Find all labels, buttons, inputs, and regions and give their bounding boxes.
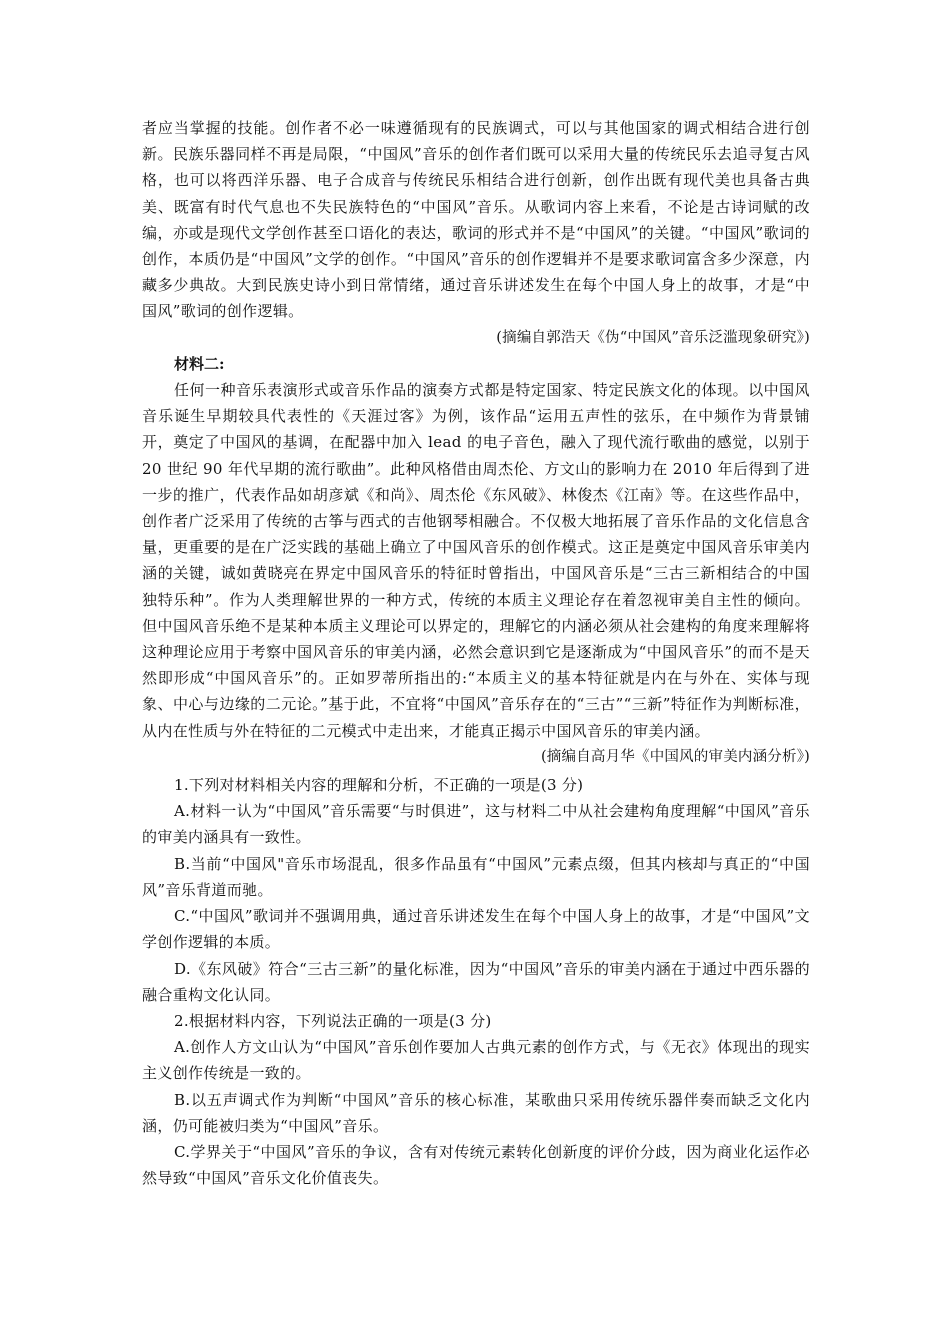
- question-one-option-d: D.《东风破》符合“三古三新”的量化标准，因为“中国风”音乐的审美内涵在于通过中西乐器的融合重构文化认同。: [142, 959, 810, 1004]
- material-two-source: (摘编自高月华《中国风的审美内涵分析》): [540, 748, 810, 765]
- material-one-paragraph: 者应当掌握的技能。创作者不必一味遵循现有的民族调式，可以与其他国家的调式相结合进行创新。民族乐器同样不再是局限，“中国风”音乐的创作者们既可以采用大量的传统民乐去追寻复古风格，也可以将西洋乐器、电子合成音与传统民乐相结合进行创新，创作出既有现代美也具备古典美、既富有时代气息也不失民族特色的“中国风”音乐。从歌词内容上来看，不论是古诗词赋的改编，亦或是现代文学创作甚至口语化的表达，歌词的形式并不是“中国风”的关键。“中国风”歌词的创作，本质仍是“中国风”文学的创作。“中国风”音乐的创作逻辑并不是要求歌词富含多少深意，内藏多少典故。大到民族史诗小到日常情绪，通过音乐讲述发生在每个中国人身上的故事，才是“中国风”歌词的创作逻辑。: [142, 119, 810, 321]
- material-two-heading: 材料二:: [174, 354, 225, 373]
- question-one-option-b: B.当前“中国风"音乐市场混乱，很多作品虽有“中国风”元素点缀，但其内核却与真正的“中国风”音乐背道而驰。: [142, 854, 810, 899]
- document-page: [142, 115, 810, 1191]
- question-two-option-c: C.学界关于“中国风”音乐的争议，含有对传统元素转化创新度的评价分歧，因为商业化运作必然导致“中国风”音乐文化价值丧失。: [142, 1142, 810, 1188]
- material-one-source: (摘编自郭浩天《伪“中国风”音乐泛滥现象研究》): [496, 329, 810, 346]
- material-two-paragraph: 任何一种音乐表演形式或音乐作品的演奏方式都是特定国家、特定民族文化的体现。以中国风音乐诞生早期较具代表性的《天涯过客》为例，该作品“运用五声性的弦乐，在中频作为背景铺开，奠定了中国风的基调，在配器中加入 lead 的电子音色，融入了现代流行歌曲的感觉，以别于 20 世纪 90 年代早期的流行歌曲”。此种风格借由周杰伦、方文山的影响力在 2010 年后得到了进一步的推广，代表作品如胡彦斌《和尚》、周杰伦《东风破》、林俊杰《江南》等。在这些作品中，创作者广泛采用了传统的古筝与西式的吉他钢琴相融合。不仅极大地拓展了音乐作品的文化信息含量，更重要的是在广泛实践的基础上确立了中国风音乐的创作模式。这正是奠定中国风音乐审美内涵的关键，诚如黄晓亮在界定中国风音乐的特征时曾指出，中国风音乐是“三古三新相结合的中国独特乐种”。作为人类理解世界的一种方式，传统的本质主义理论存在着忽视审美自主性的倾向。但中国风音乐绝不是某种本质主义理论可以界定的，理解它的内涵必须从社会建构的角度来理解将这种理论应用于考察中国风音乐的审美内涵，必然会意识到它是逐渐成为“中国风音乐”的而不是天然即形成“中国风音乐”的。正如罗蒂所指出的:“本质主义的基本特征就是内在与外在、实体与现象、中心与边缘的二元论。”基于此，不宜将“中国风”音乐存在的“三古”“三新”特征作为判断标准，从内在性质与外在特征的二元模式中走出来，才能真正揭示中国风音乐的审美内涵。: [142, 381, 810, 740]
- question-one-stem: 1.下列对材料相关内容的理解和分析，不正确的一项是(3 分): [174, 776, 584, 795]
- question-one-option-a: A.材料一认为“中国风”音乐需要“与时俱进”，这与材料二中从社会建构角度理解“中国风”音乐的审美内涵具有一致性。: [142, 802, 810, 847]
- question-one-option-c: C.“中国风”歌词并不强调用典，通过音乐讲述发生在每个中国人身上的故事，才是“中国风”文学创作逻辑的本质。: [142, 907, 810, 952]
- question-two-stem: 2.根据材料内容，下列说法正确的一项是(3 分): [174, 1011, 492, 1030]
- question-two-option-b: B.以五声调式作为判断“中国风”音乐的核心标准，某歌曲只采用传统乐器伴奏而缺乏文化内涵，仍可能被归类为“中国风”音乐。: [142, 1090, 810, 1135]
- question-two-option-a: A.创作人方文山认为“中国风”音乐创作要加人古典元素的创作方式，与《无衣》体现出的现实主义创作传统是一致的。: [142, 1038, 810, 1083]
